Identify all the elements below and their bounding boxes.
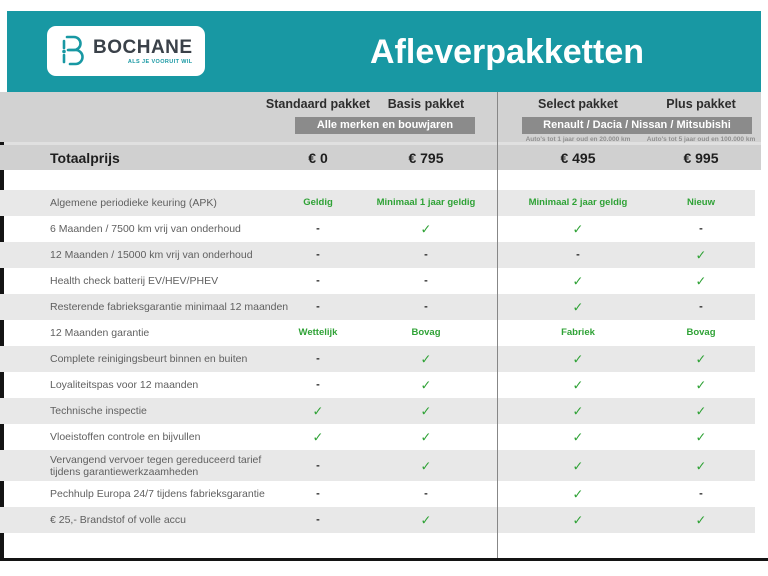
check-icon: ✓	[572, 486, 584, 502]
check-icon: ✓	[420, 377, 432, 393]
feature-row	[0, 190, 755, 216]
value-text: Bovag	[686, 327, 716, 338]
dash-mark: -	[424, 300, 428, 313]
dash-mark: -	[316, 378, 320, 391]
check-icon: ✓	[695, 458, 707, 473]
check-icon: ✓	[572, 429, 584, 445]
feature-label: 12 Maanden garantie	[50, 327, 150, 339]
feature-row	[0, 294, 755, 320]
value-text: Wettelijk	[298, 327, 338, 338]
dash-mark: -	[316, 352, 320, 365]
column-header-basis: Basis pakket	[387, 97, 465, 111]
total-price-row	[0, 145, 761, 170]
check-icon: ✓	[572, 458, 584, 473]
check-icon: ✓	[695, 429, 707, 445]
feature-row	[0, 424, 755, 450]
value-text: Bovag	[411, 327, 441, 338]
check-icon: ✓	[695, 512, 707, 528]
feature-label: € 25,- Brandstof of volle accu	[50, 514, 186, 526]
feature-label: Vloeistoffen controle en bijvullen	[50, 431, 201, 443]
check-icon: ✓	[572, 377, 584, 393]
feature-row	[0, 398, 755, 424]
packages-header-band	[0, 92, 761, 142]
value-text: Nieuw	[687, 197, 715, 208]
page-title: Afleverpakketten	[369, 33, 645, 71]
dash-mark: -	[316, 300, 320, 313]
features-table	[0, 190, 755, 533]
feature-row	[0, 320, 755, 346]
bottom-border-line	[0, 558, 768, 561]
dash-mark: -	[316, 459, 320, 471]
check-icon: ✓	[420, 403, 432, 419]
dash-mark: -	[316, 222, 320, 235]
plus-age-note: Auto's tot 5 jaar oud en 100.000 km	[646, 136, 756, 143]
check-icon: ✓	[420, 429, 432, 445]
feature-label: Pechhulp Europa 24/7 tijdens fabrieksgarantie	[50, 488, 265, 500]
check-icon: ✓	[420, 512, 432, 528]
check-icon: ✓	[420, 221, 432, 237]
logo-text	[93, 38, 193, 65]
dash-mark: -	[576, 248, 580, 261]
dash-mark: -	[699, 487, 703, 500]
header-banner	[7, 11, 761, 92]
feature-label: Resterende fabrieksgarantie minimaal 12 maanden	[50, 301, 289, 313]
column-header-standaard: Standaard pakket	[265, 97, 371, 111]
check-icon: ✓	[572, 273, 584, 289]
dash-mark: -	[316, 274, 320, 287]
check-icon: ✓	[572, 512, 584, 528]
column-header-plus: Plus pakket	[666, 97, 736, 111]
total-price-label: Totaalprijs	[50, 149, 120, 166]
value-text: Minimaal 1 jaar geldig	[376, 197, 476, 208]
price-standaard: € 0	[308, 149, 328, 166]
feature-label: Algemene periodieke keuring (APK)	[50, 197, 217, 209]
badge-alle-merken: Alle merken en bouwjaren	[295, 117, 475, 134]
dash-mark: -	[424, 274, 428, 287]
dash-mark: -	[316, 487, 320, 500]
check-icon: ✓	[695, 351, 707, 367]
select-age-note: Auto's tot 1 jaar oud en 20.000 km	[525, 136, 631, 143]
column-header-select: Select pakket	[538, 97, 618, 111]
feature-label: 12 Maanden / 15000 km vrij van onderhoud	[50, 249, 253, 261]
check-icon: ✓	[695, 247, 707, 263]
feature-row	[0, 242, 755, 268]
value-text: Fabriek	[561, 327, 595, 338]
value-text: Minimaal 2 jaar geldig	[528, 197, 628, 208]
dash-mark: -	[699, 300, 703, 313]
check-icon: ✓	[572, 221, 584, 237]
check-icon: ✓	[312, 429, 324, 445]
dash-mark: -	[424, 248, 428, 261]
value-text: Geldig	[303, 197, 333, 208]
dash-mark: -	[316, 513, 320, 526]
check-icon: ✓	[420, 458, 432, 473]
check-icon: ✓	[312, 403, 324, 419]
price-plus: € 995	[683, 149, 719, 166]
feature-row	[0, 450, 755, 481]
badge-brands: Renault / Dacia / Nissan / Mitsubishi	[522, 117, 752, 134]
feature-row	[0, 346, 755, 372]
dash-mark: -	[424, 487, 428, 500]
feature-label: Complete reinigingsbeurt binnen en buiten	[50, 353, 248, 365]
check-icon: ✓	[695, 403, 707, 419]
feature-label: 6 Maanden / 7500 km vrij van onderhoud	[50, 223, 241, 235]
check-icon: ✓	[572, 299, 584, 315]
feature-label: Vervangend vervoer tegen gereduceerd tarief	[50, 454, 262, 466]
dash-mark: -	[316, 248, 320, 261]
feature-row	[0, 268, 755, 294]
feature-row	[0, 216, 755, 242]
check-icon: ✓	[695, 273, 707, 289]
column-group-divider	[497, 92, 498, 559]
feature-label: Technische inspectie	[50, 405, 147, 417]
feature-row	[0, 481, 755, 507]
feature-row	[0, 507, 755, 533]
bochane-logo	[47, 26, 205, 76]
feature-row	[0, 372, 755, 398]
feature-label-line2: tijdens garantiewerkzaamheden	[50, 466, 199, 478]
check-icon: ✓	[572, 351, 584, 367]
check-icon: ✓	[695, 377, 707, 393]
bochane-b-icon	[57, 32, 87, 70]
check-icon: ✓	[572, 403, 584, 419]
feature-label: Loyaliteitspas voor 12 maanden	[50, 379, 199, 391]
price-basis: € 795	[408, 149, 444, 166]
brand-name: BOCHANE	[93, 36, 193, 58]
feature-label: Health check batterij EV/HEV/PHEV	[50, 275, 219, 287]
price-select: € 495	[560, 149, 596, 166]
brand-tagline: ALS JE VOORUIT WIL	[127, 58, 193, 65]
dash-mark: -	[699, 222, 703, 235]
check-icon: ✓	[420, 351, 432, 367]
